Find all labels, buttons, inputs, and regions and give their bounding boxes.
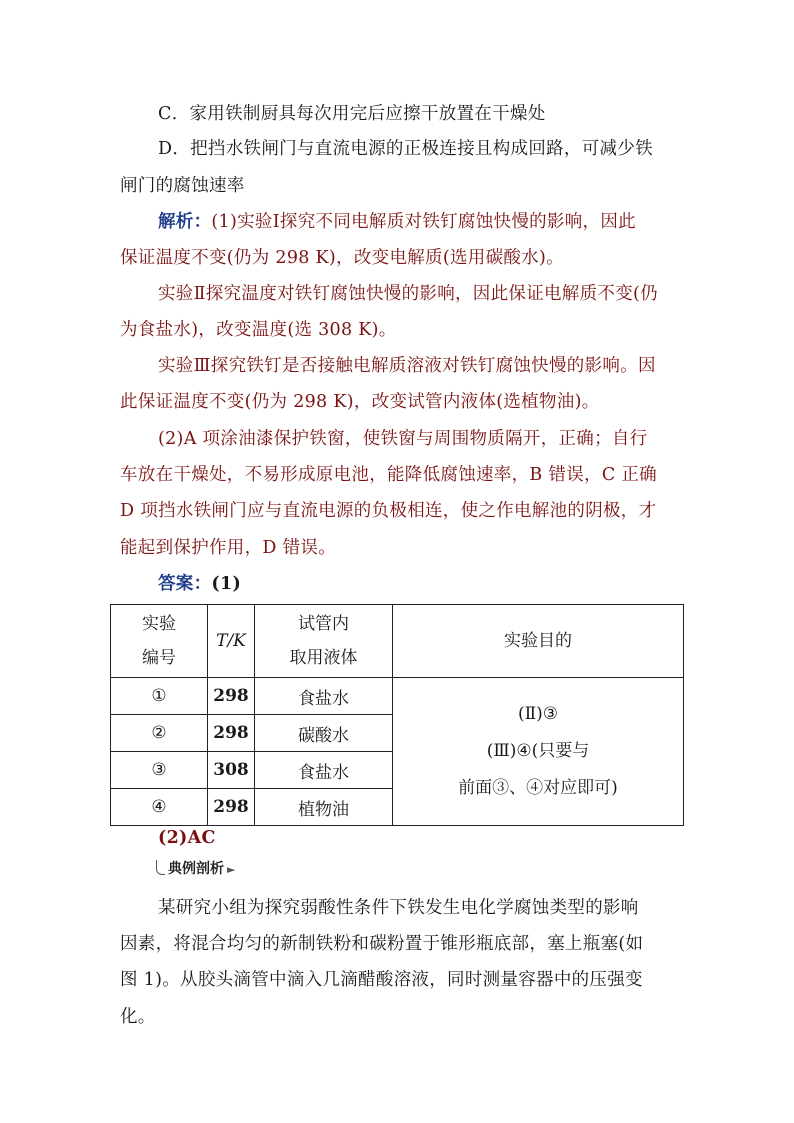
answer-label: 答案 [158,574,194,594]
header-experiment-id: 实验 编号 [111,605,208,678]
answer-part2: (2)AC [158,828,216,848]
header-temperature: T/K [208,605,255,678]
hook-icon [156,860,165,875]
answer-heading: 答案：(1) [158,574,242,594]
option-d-line2: 闸门的腐蚀速率 [120,176,245,196]
row-liquid: 食盐水 [255,678,393,715]
row-liquid: 碳酸水 [255,715,393,752]
answer-table [110,604,684,826]
analysis-p1-line2: 保证温度不变(仍为 298 K)，改变电解质(选用碳酸水)。 [120,248,564,268]
row-id: ④ [111,789,208,826]
triangle-right-icon: ► [227,863,236,876]
problem-line2: 因素，将混合均匀的新制铁粉和碳粉置于锥形瓶底部，塞上瓶塞(如 [120,934,644,954]
answer-part1: (1) [211,574,242,594]
row-liquid: 食盐水 [255,752,393,789]
analysis-p1-line1: 解析：(1)实验Ⅰ探究不同电解质对铁钉腐蚀快慢的影响，因此 [158,212,636,232]
row-temp: 298 [208,789,255,826]
section-tag [156,858,235,878]
section-tag-label: 典例剖析 [168,861,224,877]
row-id: ③ [111,752,208,789]
row-liquid: 植物油 [255,789,393,826]
analysis-label: 解析 [158,212,194,232]
problem-line3: 图 1)。从胶头滴管中滴入几滴醋酸溶液，同时测量容器中的压强变 [120,970,643,990]
row-temp: 298 [208,678,255,715]
row-id: ② [111,715,208,752]
analysis-p4-line1: (2)A 项涂油漆保护铁窗，使铁窗与周围物质隔开，正确；自行 [158,429,648,449]
header-purpose: 实验目的 [393,605,684,678]
option-c: C．家用铁制厨具每次用完后应擦干放置在干燥处 [158,104,546,124]
analysis-p2-line1: 实验Ⅱ探究温度对铁钉腐蚀快慢的影响，因此保证电解质不变(仍 [158,284,658,304]
purpose-cell: (Ⅱ)③ (Ⅲ)④(只要与 前面③、④对应即可) [393,678,684,826]
header-liquid: 试管内 取用液体 [255,605,393,678]
table-row [111,678,684,715]
analysis-p3-line2: 此保证温度不变(仍为 298 K)，改变试管内液体(选植物油)。 [120,392,600,412]
table-header-row [111,605,684,678]
problem-line1: 某研究小组为探究弱酸性条件下铁发生电化学腐蚀类型的影响 [158,898,639,918]
analysis-p3-line1: 实验Ⅲ探究铁钉是否接触电解质溶液对铁钉腐蚀快慢的影响。因 [158,356,656,376]
row-id: ① [111,678,208,715]
row-temp: 298 [208,715,255,752]
option-d-line1: D．把挡水铁闸门与直流电源的正极连接且构成回路，可减少铁 [158,139,653,159]
analysis-text: (1)实验Ⅰ探究不同电解质对铁钉腐蚀快慢的影响，因此 [211,212,636,232]
analysis-p4-line4: 能起到保护作用，D 错误。 [120,538,336,558]
row-temp: 308 [208,752,255,789]
analysis-p2-line2: 为食盐水)，改变温度(选 308 K)。 [120,320,397,340]
analysis-p4-line2: 车放在干燥处，不易形成原电池，能降低腐蚀速率，B 错误，C 正确 [120,465,657,485]
analysis-p4-line3: D 项挡水铁闸门应与直流电源的负极相连，使之作电解池的阴极，才 [120,501,657,521]
problem-line4: 化。 [120,1007,156,1027]
